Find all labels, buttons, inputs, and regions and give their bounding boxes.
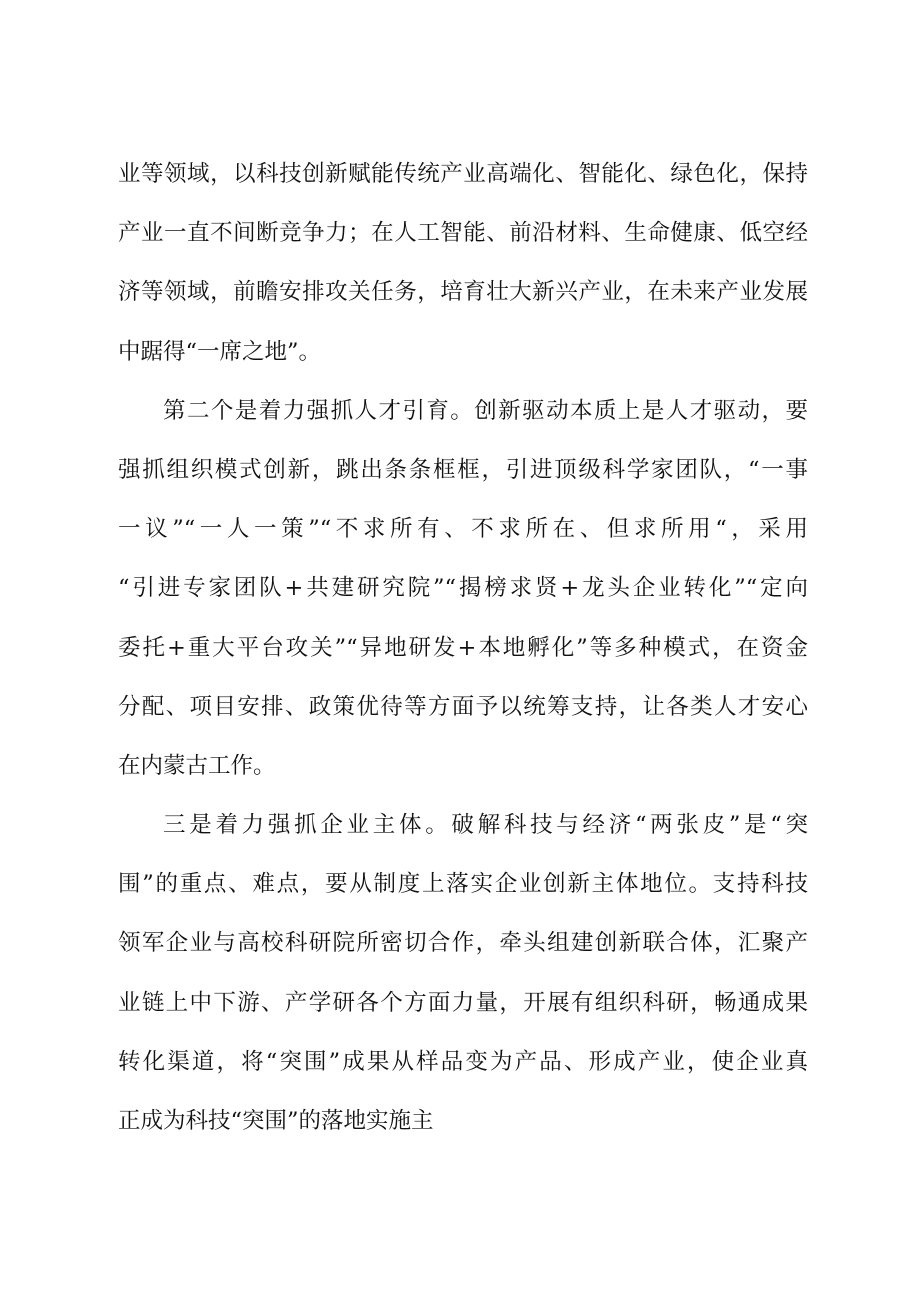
text-line: 围”的重点、难点，要从制度上落实企业创新主体地位。支持科技 [118,871,808,898]
text-line: 业链上中下游、产学研各个方面力量，开展有组织科研，畅通成果 [118,989,808,1016]
paragraph-3 [118,796,808,1151]
text-line: 中踞得“一席之地”。 [118,338,322,365]
text-line: 领军企业与高校科研院所密切合作，牵头组建创新联合体，汇聚产 [118,930,808,957]
paragraph-1 [118,145,808,382]
text-line: 转化渠道，将“突围”成果从样品变为产品、形成产业，使企业真 [118,1048,808,1075]
text-line: 正成为科技“突围”的落地实施主 [118,1108,434,1134]
text-line: 产业一直不间断竞争力；在人工智能、前沿材料、生命健康、低空经 [118,220,808,247]
text-line: 在内蒙古工作。 [118,752,276,779]
text-line: 三是着力强抓企业主体。破解科技与经济“两张皮”是“突 [163,812,808,839]
text-line: 委托+重大平台攻关”“异地研发+本地孵化”等多种模式，在资金 [118,634,808,661]
text-line: 业等领域，以科技创新赋能传统产业高端化、智能化、绿色化，保持 [118,161,808,187]
text-line: 强抓组织模式创新，跳出条条框框，引进顶级科学家团队，“一事 [118,456,808,483]
text-line: 分配、项目安排、政策优待等方面予以统筹支持，让各类人才安心 [118,693,808,720]
paragraph-2 [118,382,808,796]
text-line: 济等领域，前瞻安排攻关任务，培育壮大新兴产业，在未来产业发展 [118,279,808,306]
text-line: 一议”“一人一策”“不求所有、不求所在、但求所用“，采用 [118,516,808,543]
text-line: “引进专家团队+共建研究院”“揭榜求贤+龙头企业转化”“定向 [118,575,808,602]
document-body [118,145,808,1151]
text-line: 第二个是着力强抓人才引育。创新驱动本质上是人才驱动，要 [163,397,808,424]
